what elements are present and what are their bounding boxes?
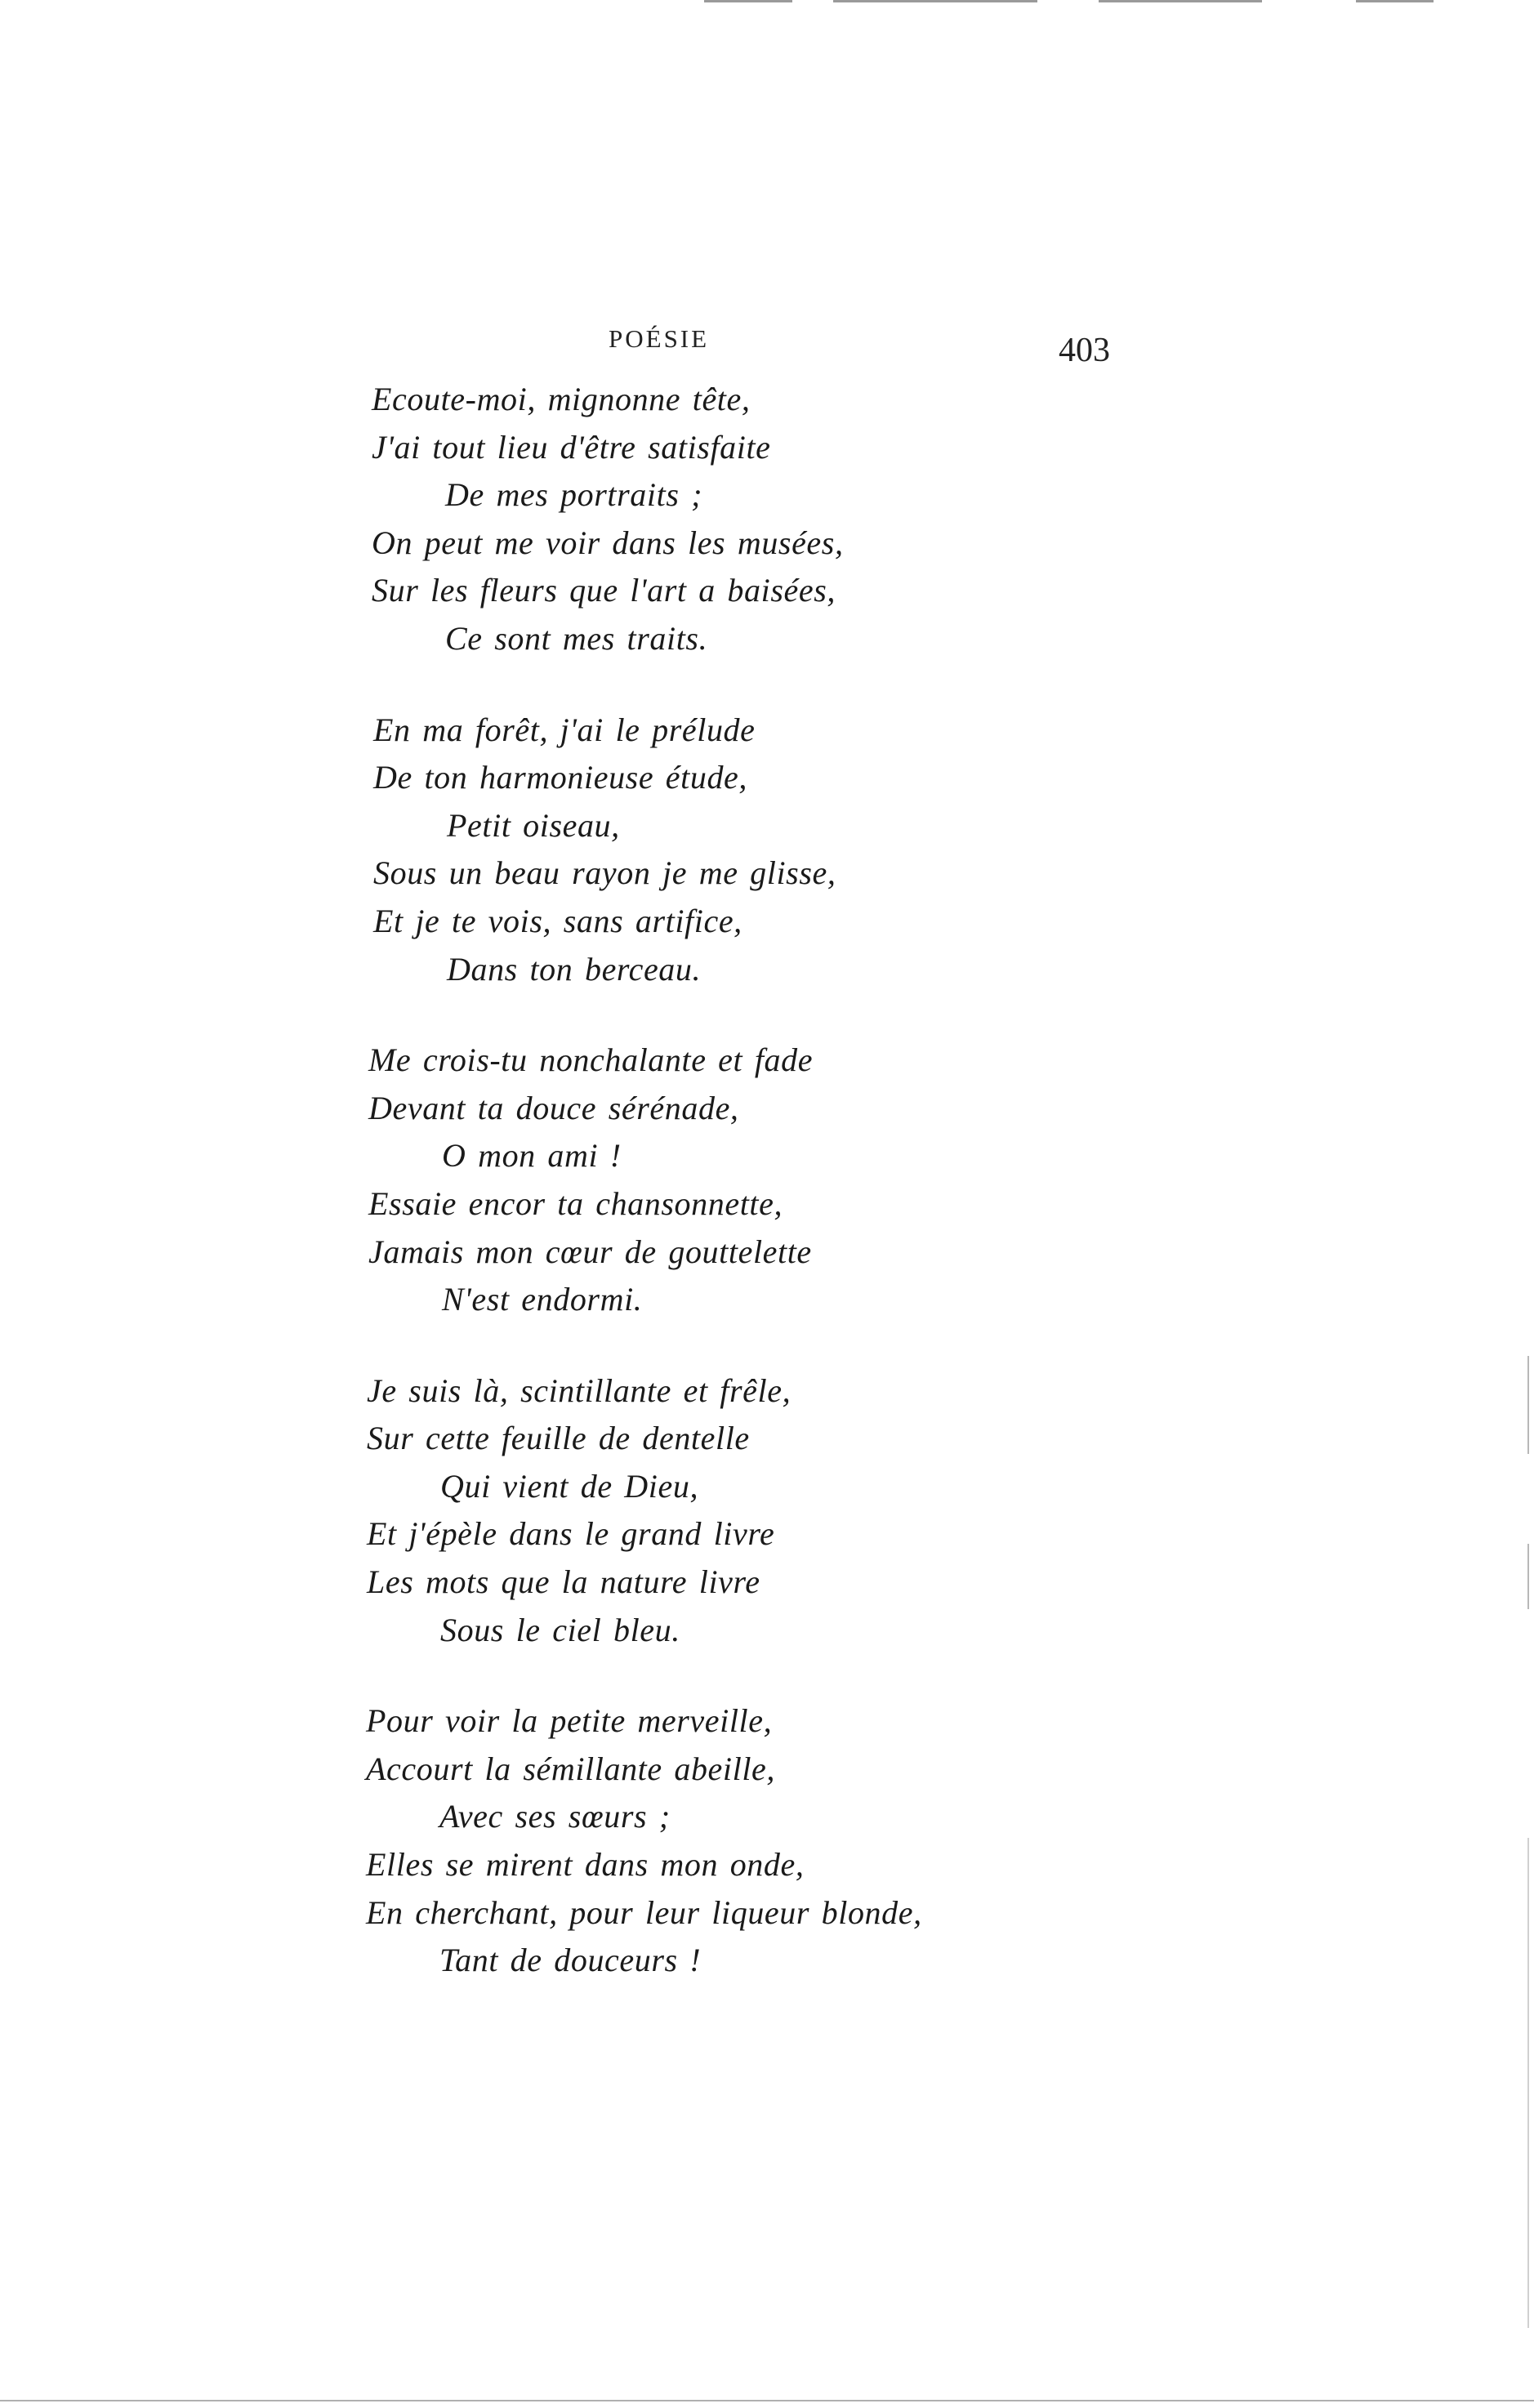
verse-line-refrain: De mes portraits ; xyxy=(445,476,703,514)
verse-line-refrain: Tant de douceurs ! xyxy=(439,1942,702,1979)
verse-line: En cherchant, pour leur liqueur blonde, xyxy=(366,1893,922,1931)
verse-line: J'ai tout lieu d'être satisfaite xyxy=(372,428,771,466)
verse-line: Sur les fleurs que l'art a baisées, xyxy=(372,572,836,609)
verse-line-refrain: Sous le ciel bleu. xyxy=(440,1611,680,1648)
verse-line-refrain: Ce sont mes traits. xyxy=(445,619,708,657)
stanza xyxy=(372,376,1352,663)
verse-line-refrain: Petit oiseau, xyxy=(447,806,620,844)
verse-line: Accourt la sémillante abeille, xyxy=(366,1750,775,1787)
verse-line: De ton harmonieuse étude, xyxy=(373,759,748,796)
verse-line: Devant ta douce sérénade, xyxy=(368,1089,739,1126)
scan-edge-mark xyxy=(1099,0,1262,2)
verse-line: Ecoute-moi, mignonne tête, xyxy=(372,381,751,417)
verse-line: Pour voir la petite merveille, xyxy=(366,1702,773,1740)
verse-line: Je suis là, scintillante et frêle, xyxy=(367,1371,792,1409)
stanza xyxy=(367,1367,1352,1655)
verse-line-refrain: O mon ami ! xyxy=(442,1137,622,1175)
scan-edge-mark xyxy=(704,0,792,2)
scan-edge-mark xyxy=(0,2400,1534,2401)
stanza xyxy=(368,1037,1352,1324)
verse-line: Me crois-tu nonchalante et fade xyxy=(368,1041,814,1079)
page-number: 403 xyxy=(1059,332,1110,369)
verse-line-refrain: N'est endormi. xyxy=(442,1281,643,1318)
verse-line: Essaie encor ta chansonnette, xyxy=(368,1184,783,1222)
verse-line-refrain: Avec ses sœurs ; xyxy=(439,1798,671,1835)
scan-edge-mark xyxy=(1527,1838,1529,2328)
scan-edge-mark xyxy=(1527,1544,1529,1609)
stanza xyxy=(366,1697,1352,1985)
running-head: POÉSIE xyxy=(609,324,710,353)
verse-line-refrain: Dans ton berceau. xyxy=(447,950,702,988)
verse-line: Et j'épèle dans le grand livre xyxy=(367,1515,775,1553)
verse-line: Les mots que la nature livre xyxy=(367,1563,760,1601)
scan-edge-mark xyxy=(1527,1356,1529,1454)
scan-edge-mark xyxy=(833,0,1037,2)
verse-line: En ma forêt, j'ai le prélude xyxy=(373,711,756,748)
verse-line: Elles se mirent dans mon onde, xyxy=(366,1846,805,1884)
scan-edge-mark xyxy=(1356,0,1434,2)
verse-line-refrain: Qui vient de Dieu, xyxy=(440,1467,699,1505)
verse-line: Sur cette feuille de dentelle xyxy=(367,1420,750,1457)
verse-line: On peut me voir dans les musées, xyxy=(372,524,844,561)
verse-line: Et je te vois, sans artifice, xyxy=(373,902,742,939)
stanza xyxy=(373,707,1352,994)
verse-line: Jamais mon cœur de gouttelette xyxy=(368,1233,812,1270)
poem xyxy=(366,376,1352,2028)
verse-line: Sous un beau rayon je me glisse, xyxy=(373,854,836,892)
